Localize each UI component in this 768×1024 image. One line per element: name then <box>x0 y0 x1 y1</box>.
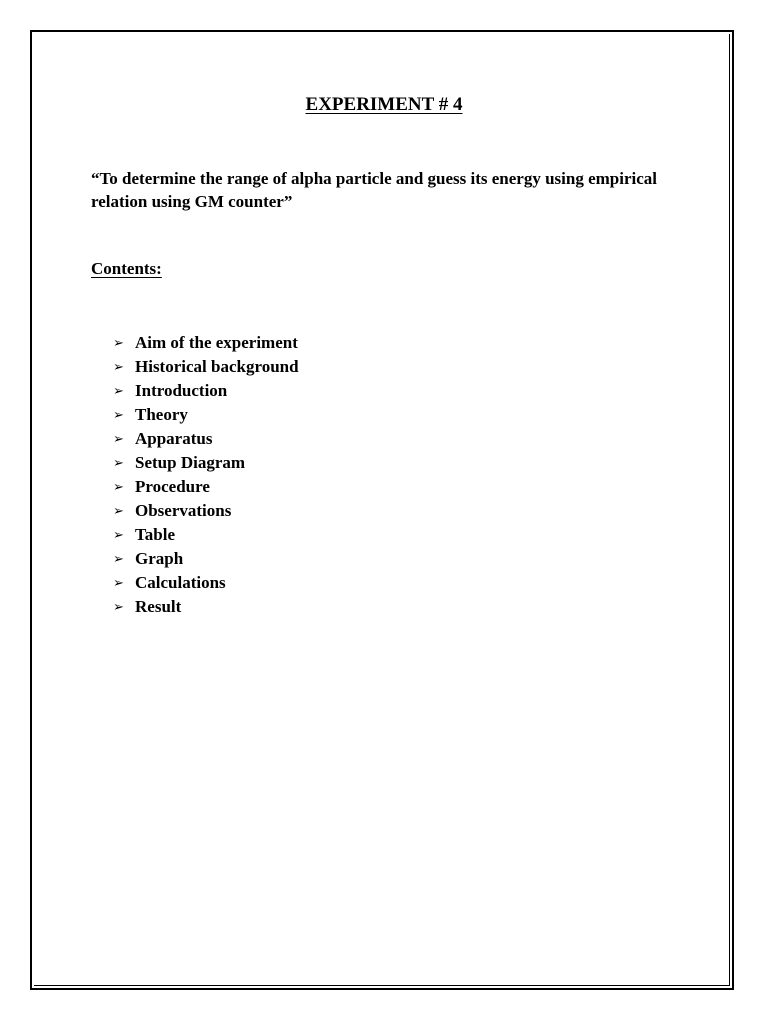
list-item <box>113 403 299 427</box>
list-item-label: Theory <box>135 405 188 424</box>
list-item <box>113 331 299 355</box>
list-item-label: Observations <box>135 501 232 520</box>
list-item <box>113 523 299 547</box>
arrow-bullet-icon: ➢ <box>113 431 124 447</box>
contents-heading: Contents: <box>91 259 162 278</box>
arrow-bullet-icon: ➢ <box>113 575 124 591</box>
arrow-bullet-icon: ➢ <box>113 359 124 375</box>
list-item-label: Setup Diagram <box>135 453 246 472</box>
arrow-bullet-icon: ➢ <box>113 551 124 567</box>
arrow-bullet-icon: ➢ <box>113 599 124 615</box>
list-item-label: Table <box>135 525 176 544</box>
list-item <box>113 547 299 571</box>
arrow-bullet-icon: ➢ <box>113 407 124 423</box>
list-item-label: Introduction <box>135 381 228 400</box>
list-item <box>113 475 299 499</box>
arrow-bullet-icon: ➢ <box>113 455 124 471</box>
list-item-label: Result <box>135 597 182 616</box>
list-item <box>113 499 299 523</box>
contents-list <box>113 331 299 619</box>
list-item <box>113 355 299 379</box>
arrow-bullet-icon: ➢ <box>113 527 124 543</box>
list-item <box>113 427 299 451</box>
arrow-bullet-icon: ➢ <box>113 335 124 351</box>
arrow-bullet-icon: ➢ <box>113 383 124 399</box>
list-item <box>113 451 299 475</box>
arrow-bullet-icon: ➢ <box>113 479 124 495</box>
list-item-label: Graph <box>135 549 184 568</box>
list-item-label: Historical background <box>135 357 299 376</box>
list-item-label: Procedure <box>135 477 210 496</box>
list-item <box>113 571 299 595</box>
arrow-bullet-icon: ➢ <box>113 503 124 519</box>
list-item-label: Aim of the experiment <box>135 333 298 352</box>
experiment-aim: “To determine the range of alpha particle and guess its energy using empirical relation using GM counter” <box>91 169 658 211</box>
list-item <box>113 379 299 403</box>
list-item-label: Calculations <box>135 573 226 592</box>
list-item <box>113 595 299 619</box>
page-title: EXPERIMENT # 4 <box>305 94 463 115</box>
list-item-label: Apparatus <box>135 429 213 448</box>
